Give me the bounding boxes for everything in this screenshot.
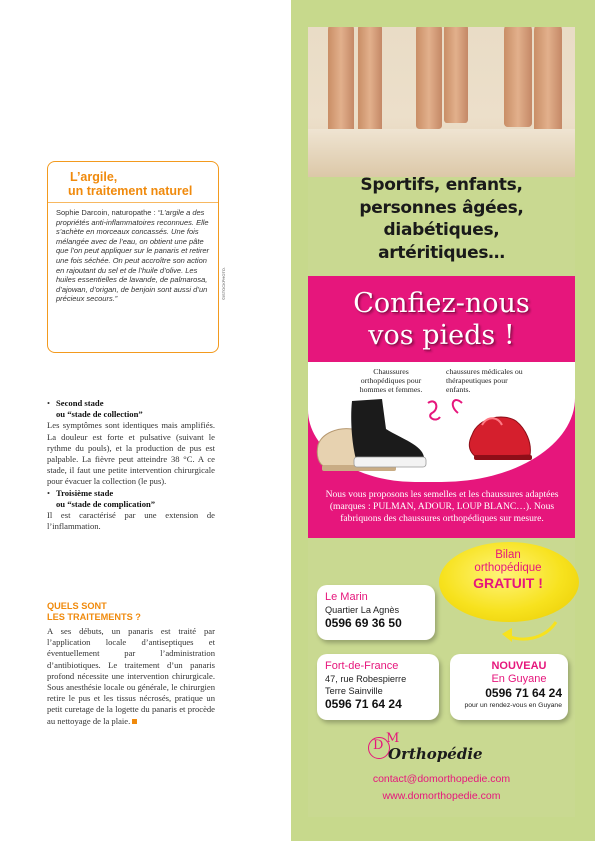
slogan-line1: Confiez-nous: [353, 288, 530, 319]
bullet-icon: •: [47, 398, 51, 408]
bilan-badge-text: [442, 549, 574, 592]
section-title-line1: QUELS SONT: [47, 601, 107, 611]
new-badge: NOUVEAU: [491, 660, 547, 672]
shop-city: Le Marin: [325, 591, 368, 603]
black-shoe-sole-icon: [354, 457, 426, 467]
sidebar-intro: Sophie Darcoin, naturopathe :: [56, 208, 158, 217]
shop-note: pour un rendez-vous en Guyane: [464, 702, 562, 709]
bilan-line2: orthopédique: [474, 562, 542, 574]
headline-line: diabétiques,: [383, 220, 500, 240]
arrow-icon: [453, 400, 462, 413]
divider: [48, 202, 218, 203]
sidebar-box-title: [56, 170, 210, 198]
dom-orthopedie-logo: [362, 731, 512, 775]
ad-slogan: [308, 288, 575, 352]
end-mark-icon: [132, 719, 137, 724]
caption-adult-shoes: Chaussures orthopédiques pour hommes et femmes.: [359, 367, 423, 394]
logo-letter-d: D: [373, 738, 384, 753]
photo-credit: ©ISTOCKPHOTO.: [221, 266, 226, 300]
ad-headline: [308, 174, 575, 264]
section-title-line2: LES TRAITEMENTS ?: [47, 612, 141, 622]
arrow-icon: [428, 401, 440, 419]
shop-card-fort-de-france: [317, 654, 439, 720]
contact-email[interactable]: contact@domorthopedie.com: [372, 773, 511, 785]
bilan-line3: GRATUIT !: [473, 575, 543, 591]
caption-child-shoes: chaussures médicales ou thérapeutiques pour enfants.: [446, 367, 523, 394]
website-link[interactable]: www.domorthopedie.com: [382, 790, 501, 802]
shop-phone: 0596 71 64 24: [485, 686, 562, 700]
shop-city: En Guyane: [491, 673, 547, 685]
sidebar-title-line1: L’argile,: [70, 170, 118, 184]
bullet-icon: •: [47, 487, 51, 498]
stage2-subtitle: ou “stade de collection”: [56, 409, 143, 420]
shop-phone: 0596 69 36 50: [325, 616, 402, 630]
slogan-line2: vos pieds !: [368, 320, 515, 351]
stage2-title: Second stade: [56, 398, 104, 408]
shop-phone: 0596 71 64 24: [325, 697, 402, 711]
shop-address: Quartier La Agnès: [325, 605, 400, 615]
sidebar-box: [47, 161, 219, 353]
bilan-line1: Bilan: [495, 549, 521, 561]
logo-letter-m: M: [386, 731, 400, 746]
stage2-text: Les symptômes sont identiques mais amplifiés. La douleur est forte et pulsative (suivant le rythme du pouls), et la production de pus est palpable. La fièvre peut atteindre 38 °C. A ce stade, il faut une petite intervention chirurgicale pour évacuer la collection (le pus).: [47, 420, 215, 487]
sidebar-title-line2: un traitement naturel: [68, 184, 193, 198]
treatment-text: A ses débuts, un panaris est traité par l’application locale d’antiseptiques et éventuellement par l’administration d’antibiotiques. Le traitement d’un panaris profond nécessite une intervention chirurgicale. Sous anesthésie locale ou générale, le chirurgien retire le pus et les tissus nécrosés, pratique un petit curetage de la logette du panaris et procède au nettoyage de la plaie.: [47, 626, 215, 726]
shop-address-2: Terre Sainville: [325, 686, 383, 696]
section-title: [47, 601, 141, 623]
stage3-text: Il est caractérisé par une extension de l’inflammation.: [47, 510, 215, 532]
shop-card-le-marin: [317, 585, 435, 640]
stage3-subtitle: ou “stade de complication”: [56, 498, 156, 509]
stage3-title: Troisième stade: [56, 487, 114, 498]
headline-line: artéritiques…: [378, 242, 505, 263]
shoes-illustration: [312, 395, 562, 485]
shop-address: 47, rue Robespierre: [325, 674, 407, 684]
sidebar-box-text: [56, 208, 210, 304]
headline-line: personnes âgées,: [359, 197, 524, 218]
sidebar-quote: “L’argile a des propriétés anti-inflammatoires reconnues. Elle s’achète en morceaux concassés. Une fois mélangée avec de l’eau, on obtient une pâte que l’on peut appliquer sur le panaris et retirer une fois séchée. On peut accroître son action en rajoutant du sel et de l’huile d’olive. Les huiles essentielles de lavande, de palmarosa, d’ajowan, d’origan, de benjoin sont aussi d’un précieux secours.”: [56, 208, 210, 304]
article-stage2: [47, 398, 215, 532]
feet-photo: [308, 27, 575, 177]
headline-line: Sportifs, enfants,: [360, 175, 523, 195]
yellow-arrow-icon: [500, 618, 560, 648]
offer-text: Nous vous proposons les semelles et les chaussures adaptées (marques : PULMAN, ADOUR, LOUP BLANC…). Nous fabriquons des chaussures orthopédiques sur mesure.: [325, 489, 559, 524]
shop-card-guyane: [450, 654, 568, 720]
black-shoe-icon: [351, 399, 424, 459]
shop-city: Fort-de-France: [325, 660, 399, 672]
treatment-paragraph: [47, 626, 215, 727]
logo-word: Orthopédie: [388, 745, 483, 763]
